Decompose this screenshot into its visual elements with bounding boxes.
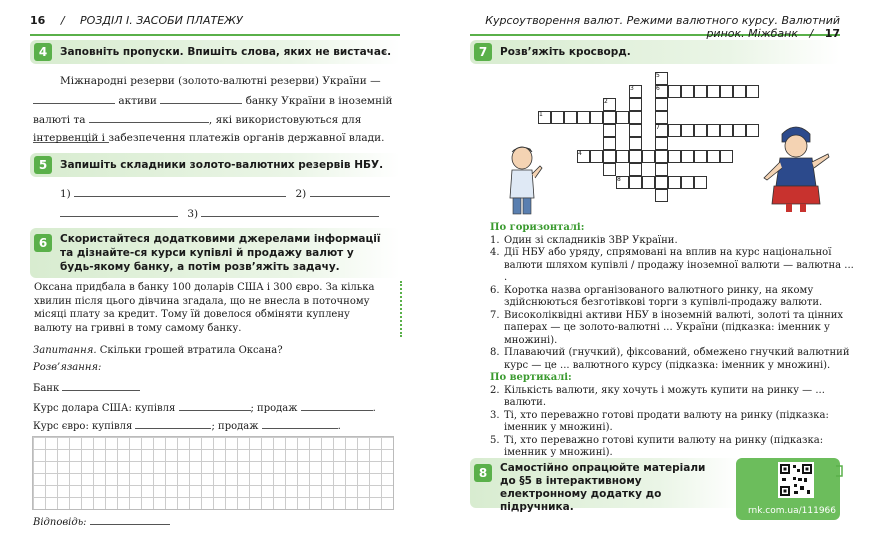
crossword-cell[interactable]	[733, 124, 746, 137]
crossword-cell[interactable]	[720, 85, 733, 98]
crossword-cell[interactable]	[694, 150, 707, 163]
crossword-cell[interactable]	[707, 124, 720, 137]
bank-line: Банк	[33, 378, 140, 398]
eur-buy-blank[interactable]	[135, 416, 211, 429]
task-4-line-4: інтервенцій і забезпечення платежів органів державної влади.	[33, 132, 385, 144]
vertical-clues-heading: По вертикалі:	[490, 372, 572, 383]
crossword-cell[interactable]	[616, 111, 629, 124]
clue-item	[490, 385, 860, 410]
crossword-cell[interactable]	[629, 137, 642, 150]
task-number: 6	[34, 234, 52, 252]
clue-text: Дії НБУ або уряду, спрямовані на вплив на курс національної валюти шляхом купівлі / продажу іноземної валюти — валютна ... .	[504, 247, 854, 283]
task-6-story-box	[30, 281, 402, 337]
horizontal-clues-list	[490, 235, 860, 373]
clue-text: Високоліквідні активи НБУ в іноземній валюті, золоті та цінних паперах — це золото-валютні ... України (підказка: іменник у множині).	[504, 309, 844, 346]
left-page	[0, 0, 428, 553]
crossword-number: 8	[617, 176, 621, 183]
crossword-cell[interactable]	[603, 150, 616, 163]
crossword-cell[interactable]	[694, 176, 707, 189]
solution-label: Розв’язання:	[33, 362, 102, 373]
crossword-cell[interactable]	[655, 98, 668, 111]
clue-text: Ті, хто переважно готові продати валюту на ринку (підказка: іменник у множині).	[504, 409, 829, 433]
clue-text: Кількість валюти, яку хочуть і можуть купити на ринку — ... валюти.	[504, 384, 825, 408]
crossword-cell[interactable]	[642, 176, 655, 189]
crossword-cell[interactable]	[655, 137, 668, 150]
crossword-number: 6	[656, 85, 660, 92]
eur-rate-line: Курс євро: купівля ; продаж .	[33, 416, 341, 436]
crossword-cell[interactable]	[564, 111, 577, 124]
clue-text: Один зі складників ЗВР України.	[504, 234, 678, 246]
answer-blank[interactable]	[310, 184, 390, 197]
crossword-cell[interactable]	[746, 124, 759, 137]
clue-number: 3.	[490, 409, 500, 421]
usd-rate-line: Курс долара США: купівля ; продаж .	[33, 398, 376, 418]
answer-blank[interactable]	[201, 204, 379, 217]
left-page-header	[30, 14, 400, 36]
crossword-cell[interactable]	[642, 150, 655, 163]
clue-item	[490, 347, 860, 372]
crossword-clues	[490, 222, 860, 460]
calculation-grid[interactable]	[32, 436, 394, 510]
girl-illustration	[760, 122, 832, 214]
crossword-cell[interactable]	[629, 111, 642, 124]
boy-illustration	[502, 140, 552, 220]
usd-sell-blank[interactable]	[301, 398, 373, 411]
crossword-number: 3	[630, 85, 634, 92]
clue-number: 1.	[490, 234, 500, 246]
clue-number: 8.	[490, 347, 500, 358]
answer-blank[interactable]	[60, 204, 178, 217]
task-4-line-1: Міжнародні резерви (золото-валютні резерви) України —	[60, 75, 381, 87]
crossword-number: 5	[656, 72, 660, 79]
crossword-number: 2	[604, 98, 608, 105]
clue-number: 5.	[490, 434, 500, 446]
task-5-item-1: 1) 2)	[60, 184, 390, 204]
fill-blank[interactable]	[89, 110, 209, 123]
paper-clip-icon	[834, 464, 844, 478]
crossword-cell[interactable]	[603, 137, 616, 150]
task-8-heading	[470, 458, 740, 513]
crossword-cell[interactable]	[603, 124, 616, 137]
right-page	[440, 0, 870, 553]
clue-number: 2.	[490, 384, 500, 396]
topic-title: Курсоутворення валют. Режими валютного курсу. Валютний ринок. Міжбанк	[485, 14, 840, 40]
clue-number: 7.	[490, 309, 500, 321]
clue-text: Ті, хто переважно готові купити валюту на ринку (підказка: іменник у множині).	[504, 434, 824, 458]
task-4-line-2: активи банку України в іноземній	[33, 91, 392, 111]
task-number: 7	[474, 43, 492, 61]
task-6-question: Запитання. Скільки грошей втратила Оксана?	[33, 345, 283, 356]
crossword-cell[interactable]	[668, 85, 681, 98]
task-5-heading	[30, 153, 400, 177]
qr-panel[interactable]	[736, 458, 840, 520]
clue-item	[490, 285, 860, 310]
crossword-cell[interactable]	[603, 163, 616, 176]
crossword-cell[interactable]	[655, 189, 668, 202]
fill-blank[interactable]	[160, 91, 242, 104]
clue-number: 4.	[490, 247, 500, 258]
crossword-cell[interactable]	[707, 85, 720, 98]
clue-text: Коротка назва організованого валютного ринку, на якому здійснюються безготівкові торги з купівлі-продажу валюти.	[504, 284, 823, 308]
crossword-cell[interactable]	[629, 98, 642, 111]
crossword-cell[interactable]	[681, 124, 694, 137]
answer-blank[interactable]	[74, 184, 286, 197]
crossword-cell[interactable]	[681, 85, 694, 98]
crossword-cell[interactable]	[629, 163, 642, 176]
task-title: Скористайтеся додатковими джерелами інформації та дізнайте-ся курси купівлі й продажу валют у будь-якому банку, а потім розв’яжіть задачу.	[60, 233, 381, 273]
clue-item	[490, 247, 860, 285]
crossword-cell[interactable]	[590, 111, 603, 124]
clue-text: Плаваючий (гнучкий), фіксований, обмежено гнучкий валютний курс — це ... валютного курсу (підказка: іменник у множині).	[504, 347, 850, 371]
crossword-cell[interactable]	[616, 150, 629, 163]
crossword-cell[interactable]	[629, 176, 642, 189]
vertical-clues-list	[490, 385, 860, 460]
crossword-cell[interactable]	[655, 150, 668, 163]
usd-buy-blank[interactable]	[179, 398, 251, 411]
bank-name-blank[interactable]	[62, 378, 140, 391]
crossword-cell[interactable]	[590, 150, 603, 163]
task-title: Запишіть складники золото-валютних резервів НБУ.	[60, 159, 384, 171]
task-8-text: Самостійно опрацюйте матеріали до §5 в інтерактивному електронному додатку до підручника.	[500, 462, 706, 513]
header-separator: /	[809, 27, 814, 40]
crossword-number: 4	[578, 150, 582, 157]
crossword-cell[interactable]	[681, 150, 694, 163]
clue-number: 6.	[490, 284, 500, 296]
task-number: 4	[34, 43, 52, 61]
answer-line: Відповідь:	[33, 512, 170, 532]
answer-blank[interactable]	[90, 512, 170, 525]
task-title: Заповніть пропуски. Впишіть слова, яких не вистачає.	[60, 46, 392, 58]
crossword-cell[interactable]	[629, 124, 642, 137]
crossword-cell[interactable]	[655, 176, 668, 189]
crossword-cell[interactable]	[655, 111, 668, 124]
crossword-cell[interactable]	[694, 85, 707, 98]
qr-code-icon[interactable]	[778, 462, 814, 498]
crossword-cell[interactable]	[655, 163, 668, 176]
crossword-cell[interactable]	[668, 150, 681, 163]
clue-item	[490, 310, 860, 348]
task-6-story: Оксана придбала в банку 100 доларів США і 300 євро. За кілька хвилин після цього дівчина згадала, що не внесла в поточному місяці плату за кредит. Тому їй довелося обміняти куплену валюту на гривні в тому самому банку.	[34, 282, 375, 334]
task-4-line-3: валюті та , які використовуються для	[33, 110, 428, 150]
horizontal-clues-heading: По горизонталі:	[490, 222, 585, 233]
crossword-cell[interactable]	[681, 176, 694, 189]
section-title: РОЗДІЛ І. ЗАСОБИ ПЛАТЕЖУ	[80, 14, 243, 27]
task-title: Розв’яжіть кросворд.	[500, 46, 631, 58]
crossword-cell[interactable]	[603, 111, 616, 124]
task-5-item-3: 3)	[60, 204, 379, 224]
task-number: 8	[474, 464, 492, 482]
crossword-number: 1	[539, 111, 543, 118]
header-separator: /	[60, 14, 65, 27]
crossword-cell[interactable]	[707, 150, 720, 163]
clue-item	[490, 410, 860, 435]
crossword-cell[interactable]	[694, 124, 707, 137]
fill-blank[interactable]	[33, 91, 115, 104]
crossword-cell[interactable]	[746, 85, 759, 98]
crossword-cell[interactable]	[720, 150, 733, 163]
crossword-cell[interactable]	[577, 111, 590, 124]
crossword-cell[interactable]	[720, 124, 733, 137]
crossword-cell[interactable]	[629, 150, 642, 163]
crossword-cell[interactable]	[733, 85, 746, 98]
task-4-heading	[30, 40, 400, 64]
interactive-link[interactable]: rnk.com.ua/111966	[747, 506, 836, 516]
crossword-cell[interactable]	[668, 176, 681, 189]
clue-item	[490, 435, 860, 460]
crossword-cell[interactable]	[668, 124, 681, 137]
task-number: 5	[34, 156, 52, 174]
crossword-number: 7	[656, 124, 660, 131]
eur-sell-blank[interactable]	[262, 416, 338, 429]
page-number: 17	[824, 27, 840, 40]
clue-item	[490, 235, 860, 248]
crossword-cell[interactable]	[551, 111, 564, 124]
task-6-heading	[30, 228, 400, 278]
page-number: 16	[30, 14, 46, 27]
